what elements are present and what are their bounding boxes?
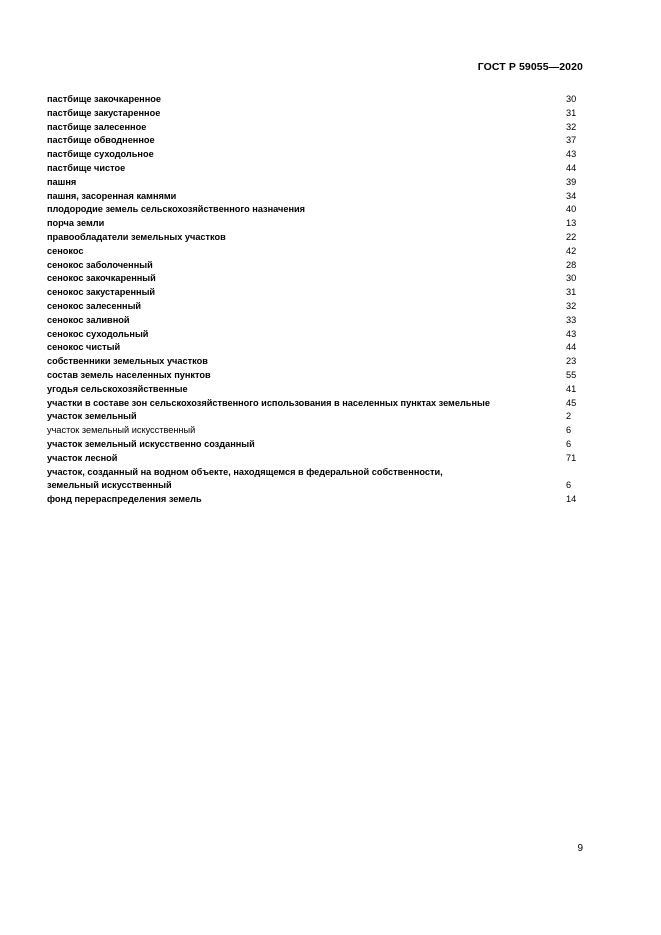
index-entry [47, 272, 580, 286]
document-standard-header: ГОСТ Р 59055—2020 [477, 61, 583, 73]
index-page-ref: 14 [566, 494, 577, 505]
index-entry [47, 424, 580, 438]
index-entry [47, 245, 580, 259]
index-entry [47, 203, 580, 217]
index-page-ref: 37 [566, 135, 577, 146]
index-page-ref: 39 [566, 176, 577, 187]
index-entry [47, 259, 580, 273]
index-page-ref: 31 [566, 107, 577, 118]
index-term: сенокос закочкаренный [47, 273, 156, 284]
index-term: сенокос закустаренный [47, 287, 156, 298]
index-page-ref: 43 [566, 149, 577, 160]
index-term: пастбище обводненное [47, 135, 155, 146]
index-page-ref: 30 [566, 94, 577, 104]
index-page-ref: 32 [566, 121, 577, 132]
index-entry [47, 176, 580, 190]
index-page-ref: 34 [566, 190, 577, 201]
index-page-ref: 44 [566, 162, 577, 173]
index-entry [47, 121, 580, 135]
index-entry [47, 438, 580, 452]
index-page-ref: 43 [566, 328, 577, 339]
index-term: пашня, засоренная камнями [47, 190, 177, 201]
index-entry [47, 217, 580, 231]
index-term: правообладатели земельных участков [47, 231, 226, 242]
index-entry [47, 341, 580, 355]
index-term: плодородие земель сельскохозяйственного назначения [47, 204, 306, 215]
index-entry [47, 383, 580, 397]
index-term: участок земельный [47, 411, 137, 422]
index-page-ref: 31 [566, 287, 577, 298]
index-term: пастбище закустаренное [47, 107, 161, 118]
index-page-ref: 55 [566, 369, 577, 380]
index-page-ref: 71 [566, 452, 577, 463]
index-term: порча земли [47, 218, 105, 229]
index-entry [47, 93, 580, 107]
alphabetical-term-index [47, 93, 580, 507]
index-entry [47, 286, 580, 300]
index-term: участок лесной [47, 452, 118, 463]
index-term: пастбище суходольное [47, 149, 154, 160]
index-term: участок, созданный на водном объекте, находящемся в федеральной собственности, земельный искусственный [47, 466, 443, 491]
index-page-ref: 44 [566, 342, 577, 353]
index-page-ref: 22 [566, 231, 577, 242]
index-entry [47, 148, 580, 162]
index-term: пашня [47, 176, 77, 187]
index-entry [47, 410, 580, 424]
index-page-ref: 30 [566, 273, 577, 284]
page-number: 9 [577, 843, 583, 854]
index-page-ref: 40 [566, 204, 577, 215]
index-page-ref: 28 [566, 259, 577, 270]
index-page-ref: 32 [566, 300, 577, 311]
index-term: сенокос заболоченный [47, 259, 153, 270]
index-term: сенокос заливной [47, 314, 130, 325]
index-entry [47, 355, 580, 369]
index-entry [47, 493, 580, 507]
index-entry [47, 190, 580, 204]
index-entry [47, 314, 580, 328]
index-page-ref: 6 [566, 425, 572, 436]
index-term: сенокос чистый [47, 342, 121, 353]
index-entry [47, 300, 580, 314]
index-term: фонд перераспределения земель [47, 494, 202, 505]
index-entry [47, 134, 580, 148]
index-term: сенокос суходольный [47, 328, 149, 339]
index-term: состав земель населенных пунктов [47, 369, 211, 380]
index-page-ref: 41 [566, 383, 577, 394]
index-entry [47, 369, 580, 383]
index-entry [47, 452, 580, 466]
index-term: пастбище закочкаренное [47, 94, 162, 104]
index-term: сенокос [47, 245, 84, 256]
index-page-ref: 23 [566, 356, 577, 367]
index-entry [47, 328, 580, 342]
index-term: пастбище чистое [47, 162, 126, 173]
index-page-ref: 42 [566, 245, 577, 256]
index-page-ref: 33 [566, 314, 577, 325]
index-term: угодья сельскохозяйственные [47, 383, 188, 394]
index-page-ref: 6 [566, 438, 572, 449]
index-term: сенокос залесенный [47, 300, 142, 311]
index-entry [47, 397, 580, 411]
index-page-ref: 45 [566, 397, 577, 408]
index-entry [47, 107, 580, 121]
index-page-ref: 6 [566, 480, 572, 491]
index-page-ref: 13 [566, 218, 577, 229]
index-term: участок земельный искусственно созданный [47, 438, 255, 449]
index-term: участки в составе зон сельскохозяйственного использования в населенных пунктах земельные [47, 397, 490, 408]
index-term: пастбище залесенное [47, 121, 147, 132]
index-term: собственники земельных участков [47, 356, 208, 367]
index-entry [47, 231, 580, 245]
index-entry [47, 162, 580, 176]
index-page-ref: 2 [566, 411, 572, 422]
index-entry [47, 466, 580, 494]
index-term: участок земельный искусственный [47, 425, 196, 436]
